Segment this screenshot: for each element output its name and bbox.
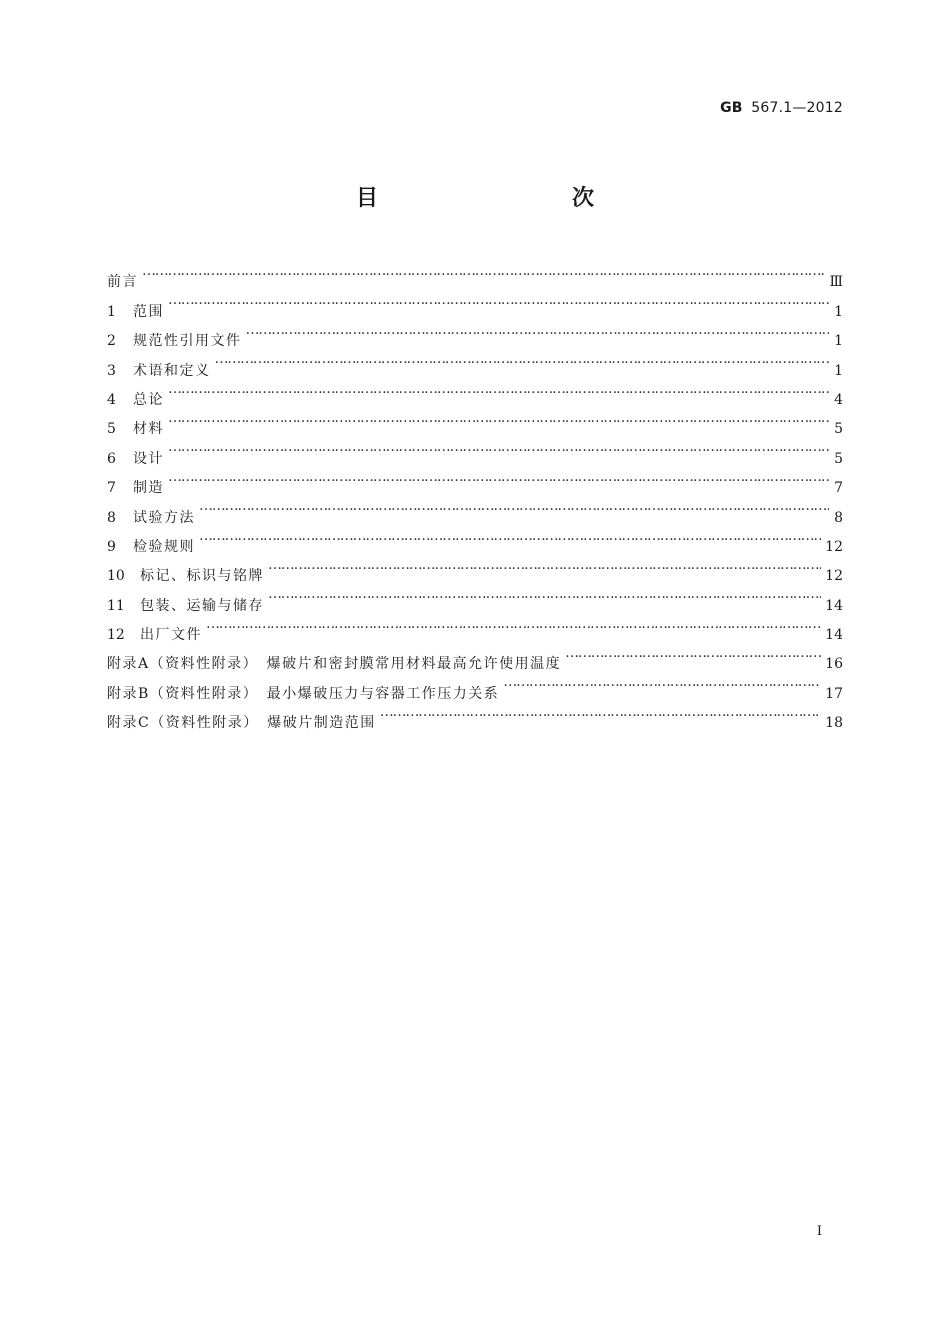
toc-entry-label: 范围 xyxy=(133,303,164,320)
toc-entry-page: 12 xyxy=(825,568,843,585)
toc-entry-number: 1 xyxy=(107,303,116,320)
toc-dot-leader xyxy=(168,404,829,433)
toc-entry-number: 12 xyxy=(107,627,125,644)
toc-entry-label: 总论 xyxy=(133,391,164,408)
toc-entry-label: 附录A（资料性附录） 爆破片和密封膜常用材料最高允许使用温度 xyxy=(107,656,562,673)
standard-number: 567.1—2012 xyxy=(751,100,843,116)
toc-entry-page: 5 xyxy=(834,450,843,467)
toc-entry-page: 5 xyxy=(834,421,843,438)
toc-entry-number: 7 xyxy=(107,480,116,497)
toc-entry[interactable] xyxy=(107,639,843,673)
toc-dot-leader xyxy=(142,257,825,286)
toc-entry-number: 3 xyxy=(107,362,116,379)
toc-entry-label: 设计 xyxy=(133,450,164,467)
toc-entry[interactable] xyxy=(107,316,843,350)
toc-entry-label: 术语和定义 xyxy=(133,362,211,379)
toc-entry-label: 标记、标识与铭牌 xyxy=(140,568,264,585)
toc-entry-page: 1 xyxy=(834,303,843,320)
toc-dot-leader xyxy=(168,463,829,492)
toc-dot-leader xyxy=(168,375,829,404)
toc-entry-number: 4 xyxy=(107,391,116,408)
toc-entry[interactable] xyxy=(107,433,843,467)
toc-dot-leader xyxy=(246,316,830,345)
toc-entry[interactable] xyxy=(107,404,843,438)
toc-entry-label: 前言 xyxy=(107,274,138,291)
toc-entry-number: 2 xyxy=(107,333,116,350)
toc-entry[interactable] xyxy=(107,375,843,408)
toc-entry-number: 9 xyxy=(107,538,116,555)
toc-dot-leader xyxy=(206,610,821,639)
toc-entry-page: 18 xyxy=(825,715,843,732)
toc-dot-leader xyxy=(199,522,821,551)
toc-entry-page: 7 xyxy=(834,480,843,497)
toc-dot-leader xyxy=(503,668,821,697)
toc-entry-label: 制造 xyxy=(133,480,164,497)
toc-entry-page: 8 xyxy=(834,509,843,526)
toc-entry-page: 1 xyxy=(834,333,843,350)
toc-dot-leader xyxy=(268,580,821,609)
toc-dot-leader xyxy=(168,286,829,315)
toc-entry-page: 17 xyxy=(825,685,843,702)
toc-entry-label: 包装、运输与储存 xyxy=(140,597,264,614)
toc-entry-label: 出厂文件 xyxy=(140,627,202,644)
standard-code xyxy=(720,100,843,116)
toc-entry[interactable] xyxy=(107,492,843,526)
toc-entry-number: 5 xyxy=(107,421,116,438)
toc-entry-page: 1 xyxy=(834,362,843,379)
toc-entry-page: 14 xyxy=(825,597,843,614)
toc-dot-leader xyxy=(215,345,830,374)
toc-entry[interactable] xyxy=(107,286,843,320)
toc-entry-number: 6 xyxy=(107,450,116,467)
toc-entry[interactable] xyxy=(107,551,843,585)
toc-entry-label: 附录B（资料性附录） 最小爆破压力与容器工作压力关系 xyxy=(107,685,500,702)
toc-entry[interactable] xyxy=(107,463,843,497)
toc-entry-page: 12 xyxy=(825,538,843,555)
toc-dot-leader xyxy=(199,492,829,521)
toc-entry-label: 附录C（资料性附录） 爆破片制造范围 xyxy=(107,715,376,732)
standard-prefix: GB xyxy=(720,100,743,116)
toc-entry-label: 检验规则 xyxy=(133,538,195,555)
toc-dot-leader xyxy=(380,698,821,727)
toc-entry-number: 10 xyxy=(107,568,125,585)
toc-entry-page: 14 xyxy=(825,627,843,644)
toc-entry-number: 11 xyxy=(107,597,125,614)
toc-entry[interactable] xyxy=(107,522,843,555)
page-title: 目 次 xyxy=(355,186,644,211)
toc-dot-leader xyxy=(565,639,821,668)
page-number: Ⅰ xyxy=(816,1224,822,1239)
toc-entry-label: 试验方法 xyxy=(133,509,195,526)
toc-dot-leader xyxy=(268,551,821,580)
toc-entry-page: 16 xyxy=(825,656,843,673)
toc-entry[interactable] xyxy=(107,610,843,644)
toc-entry-label: 规范性引用文件 xyxy=(133,333,242,350)
toc-entry-page: 4 xyxy=(834,391,843,408)
toc-dot-leader xyxy=(168,433,829,462)
toc-entry-page: Ⅲ xyxy=(829,274,843,291)
table-of-contents xyxy=(107,257,843,732)
toc-entry[interactable] xyxy=(107,345,843,379)
toc-entry-number: 8 xyxy=(107,509,116,526)
toc-entry-label: 材料 xyxy=(133,421,164,438)
toc-entry[interactable] xyxy=(107,257,843,291)
